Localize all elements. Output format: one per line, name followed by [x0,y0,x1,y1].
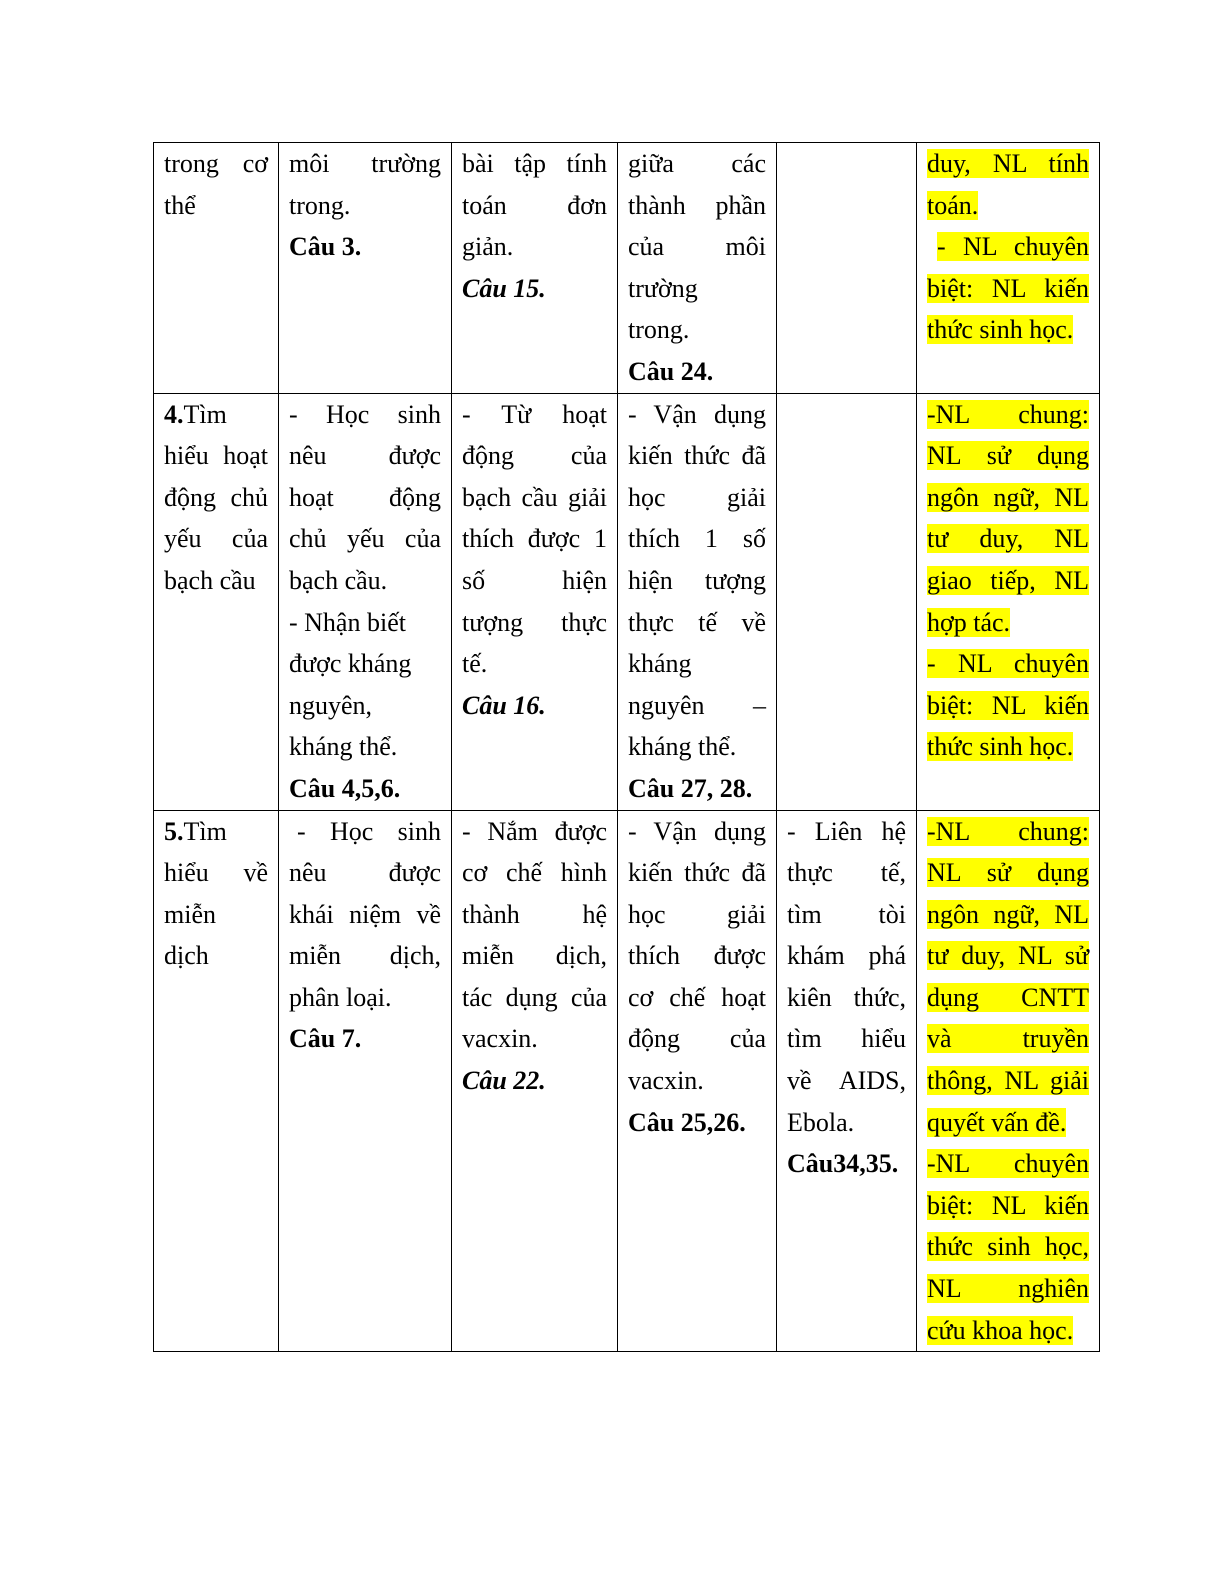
recognition-line: nêu được [289,858,441,888]
application-line: thích được [628,941,766,971]
competency-line: biệt: NL kiến [927,690,1089,720]
high-application-line: tìm tòi [787,899,906,929]
competency-line: - NL chuyên [937,232,1089,262]
recognition-line: môi trường [289,149,441,178]
application-line: học giải [628,899,766,929]
competency-matrix-table [153,142,1100,1352]
topic-line: bạch cầu [164,565,256,595]
recognition-line: chủ yếu của [289,524,441,554]
understanding-line: cơ chế hình [462,858,607,888]
application-cell [618,143,777,394]
competency-line: ngôn ngữ, NL [927,899,1089,929]
table-row [154,810,1100,1352]
competency-line: thức sinh học. [927,315,1074,345]
topic-line: hiểu về [164,858,268,888]
competency-line: NL nghiên [927,1274,1089,1304]
table-row [154,393,1100,810]
application-line: nguyên – [628,690,766,720]
understanding-line: thích được 1 [462,524,607,554]
understanding-line: giản. [462,232,514,262]
high-application-line: kiên thức, [787,982,906,1012]
understanding-line: số hiện [462,565,607,595]
understanding-line: miễn dịch, [462,941,607,971]
topic-cell [154,143,279,394]
competency-line: dụng CNTT [927,982,1089,1012]
table-row [154,143,1100,394]
application-line: thành phần [628,190,766,220]
competency-line: NL sử dụng [927,858,1089,888]
competency-cell [917,143,1100,394]
question-ref: Câu 27, 28. [628,773,753,803]
understanding-line: tượng thực [462,607,607,637]
question-ref: Câu34,35. [787,1149,899,1179]
application-line: kháng [628,649,692,679]
understanding-cell [452,393,618,810]
understanding-line: tác dụng của [462,982,607,1012]
high-application-line: Ebola. [787,1107,855,1137]
topic-number: 5. [164,816,184,846]
question-ref: Câu 4,5,6. [289,773,401,803]
understanding-line: động của [462,441,607,471]
application-line: - Vận dụng [628,399,766,429]
application-line: trong. [628,315,690,345]
application-line: thích 1 số [628,524,766,554]
question-ref: Câu 7. [289,1024,362,1054]
application-line: của môi [628,232,766,262]
understanding-cell [452,143,618,394]
understanding-line: toán đơn [462,190,607,220]
competency-line: -NL chung: [927,399,1089,429]
recognition-cell [279,143,452,394]
recognition-line: miễn dịch, [289,941,441,971]
topic-cell [154,393,279,810]
application-line: kháng thể. [628,732,737,762]
understanding-line: bạch cầu giải [462,482,607,512]
topic-line: miễn [164,899,216,929]
competency-line: - NL chuyên [927,649,1089,679]
recognition-line: nêu được [289,441,441,471]
application-line: giữa các [628,149,766,178]
topic-line: trong cơ [164,149,268,178]
understanding-line: - Nắm được [462,816,607,846]
question-ref: Câu 3. [289,232,362,262]
question-ref: Câu 15. [462,273,546,303]
high-application-line: về AIDS, [787,1066,906,1096]
application-line: - Vận dụng [628,816,766,846]
understanding-line: - Từ hoạt [462,399,607,429]
recognition-line: được kháng [289,649,412,679]
application-line: động của [628,1024,766,1054]
competency-line: thức sinh học. [927,732,1074,762]
topic-line: dịch [164,941,209,971]
understanding-line: tế. [462,649,488,679]
recognition-line: - Học sinh [297,816,441,846]
application-line: cơ chế hoạt [628,982,766,1012]
recognition-line: nguyên, [289,690,373,720]
competency-line: quyết vấn đề. [927,1107,1067,1137]
question-ref: Câu 25,26. [628,1107,746,1137]
topic-line: thể [164,190,196,220]
recognition-cell [279,393,452,810]
high-application-line: khám phá [787,941,906,971]
understanding-line: bài tập tính [462,149,607,178]
competency-line: ngôn ngữ, NL [927,482,1089,512]
competency-line: thông, NL giải [927,1066,1089,1096]
recognition-cell [279,810,452,1352]
recognition-line: trong. [289,190,351,220]
high-application-line: tìm hiểu [787,1024,906,1054]
competency-cell [917,810,1100,1352]
competency-line: duy, NL tính [927,149,1089,178]
question-ref: Câu 16. [462,690,546,720]
competency-line: NL sử dụng [927,441,1089,471]
high-application-cell [777,810,917,1352]
application-line: kiến thức đã [628,441,766,471]
competency-line: tư duy, NL [927,524,1089,554]
recognition-line: hoạt động [289,482,441,512]
high-application-cell [777,143,917,394]
application-line: hiện tượng [628,565,766,595]
recognition-line: bạch cầu. [289,565,388,595]
high-application-line: - Liên hệ [787,816,906,846]
competency-line: toán. [927,190,979,220]
competency-line: và truyền [927,1024,1089,1054]
competency-line: giao tiếp, NL [927,565,1089,595]
competency-line: biệt: NL kiến [927,273,1089,303]
topic-cell [154,810,279,1352]
topic-number: 4. [164,399,184,429]
competency-line: thức sinh học, [927,1232,1089,1262]
recognition-line: khái niệm về [289,899,441,929]
competency-line: -NL chuyên [927,1149,1089,1179]
application-line: học giải [628,482,766,512]
application-line: kiến thức đã [628,858,766,888]
competency-cell [917,393,1100,810]
topic-line: động chủ [164,482,268,512]
recognition-line: kháng thể. [289,732,398,762]
topic-line: Tìm [183,399,227,429]
high-application-cell [777,393,917,810]
recognition-line: - Nhận biết [289,607,406,637]
high-application-line: thực tế, [787,858,906,888]
question-ref: Câu 24. [628,356,714,386]
topic-line: yếu của [164,524,268,554]
topic-line: hiểu hoạt [164,441,268,471]
application-line: trường [628,273,698,303]
application-cell [618,393,777,810]
application-line: vacxin. [628,1066,704,1096]
understanding-line: vacxin. [462,1024,538,1054]
topic-line: Tìm [183,816,227,846]
application-cell [618,810,777,1352]
competency-line: tư duy, NL sử [927,941,1089,971]
recognition-line: - Học sinh [289,399,441,429]
application-line: thực tế về [628,607,766,637]
recognition-line: phân loại. [289,982,392,1012]
understanding-cell [452,810,618,1352]
understanding-line: thành hệ [462,899,607,929]
competency-line: cứu khoa học. [927,1315,1074,1345]
competency-line: -NL chung: [927,816,1089,846]
competency-line: biệt: NL kiến [927,1190,1089,1220]
question-ref: Câu 22. [462,1066,546,1096]
competency-line: hợp tác. [927,607,1011,637]
